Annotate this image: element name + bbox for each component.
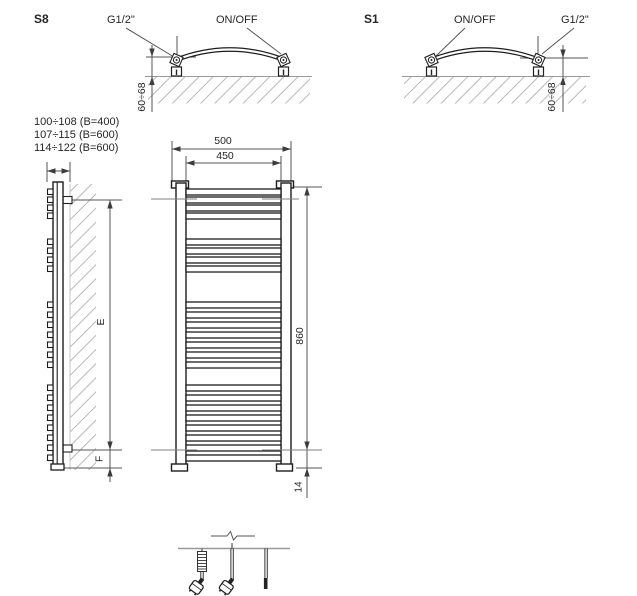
dim-height: 860 — [294, 327, 306, 345]
wall-distance-dim-s1: 60÷68 — [546, 82, 558, 112]
radiator-rungs — [186, 189, 281, 461]
front-view — [151, 141, 322, 498]
valve-icon — [532, 53, 545, 66]
depth-variants-list — [34, 116, 119, 155]
model-label-s8: S8 — [34, 12, 49, 26]
dimension-arrow — [304, 442, 309, 451]
dimension-arrow — [273, 160, 282, 165]
model-label-s1: S1 — [364, 12, 379, 26]
wall-hatch — [70, 184, 96, 470]
plug-icon — [187, 575, 207, 596]
dimension-arrow — [107, 200, 112, 209]
connection-size-label-s8: G1/2" — [107, 14, 135, 26]
dim-lower-bracket-spacing: F — [94, 455, 106, 463]
rung-stubs — [48, 189, 54, 461]
onoff-label-s8: ON/OFF — [216, 14, 258, 26]
valve-icon — [277, 53, 290, 66]
radiator-arc — [175, 48, 285, 62]
valve-bases — [172, 67, 289, 76]
dimension-arrow — [149, 49, 154, 58]
profile-foot — [51, 464, 64, 470]
wall-hatch — [148, 77, 310, 104]
radiator-feet — [172, 464, 293, 471]
wall-distance-dim-s8: 60÷68 — [136, 82, 148, 112]
s8-top-view — [126, 28, 312, 112]
depth-variant: 107÷115 (B=600) — [34, 129, 119, 141]
s1-top-view — [402, 28, 590, 112]
power-cable-options — [178, 532, 290, 596]
dim-upper-bracket-spacing: E — [95, 318, 107, 326]
dimension-arrow — [186, 160, 195, 165]
dimension-arrow — [107, 442, 112, 451]
coiled-cable-icon — [187, 549, 207, 596]
dimension-arrow — [304, 468, 309, 477]
onoff-label-s1: ON/OFF — [454, 14, 496, 26]
wall-hatch — [404, 77, 586, 104]
dim-bottom-offset: 14 — [293, 481, 305, 493]
collector-profile — [53, 182, 63, 467]
connection-size-label-s1: G1/2" — [561, 14, 589, 26]
depth-variant: 100÷108 (B=400) — [34, 116, 120, 128]
break-symbol — [211, 532, 255, 541]
plug-icon — [217, 575, 237, 596]
dimension-arrow — [560, 50, 565, 59]
dim-rail-width: 450 — [216, 150, 234, 162]
bare-wire-icon — [264, 549, 268, 590]
radiator-arc — [430, 48, 540, 62]
dimension-arrow — [47, 168, 56, 173]
straight-cable-icon — [217, 543, 237, 596]
dimension-arrow — [62, 168, 71, 173]
dimension-arrow — [107, 468, 112, 477]
dimension-arrow — [172, 146, 181, 151]
depth-variant: 114÷122 (B=600) — [34, 142, 119, 154]
dimension-arrow — [304, 187, 309, 196]
valve-bases — [427, 67, 544, 76]
side-view — [47, 162, 122, 482]
dim-overall-width: 500 — [214, 135, 232, 147]
dimension-arrow — [283, 146, 292, 151]
